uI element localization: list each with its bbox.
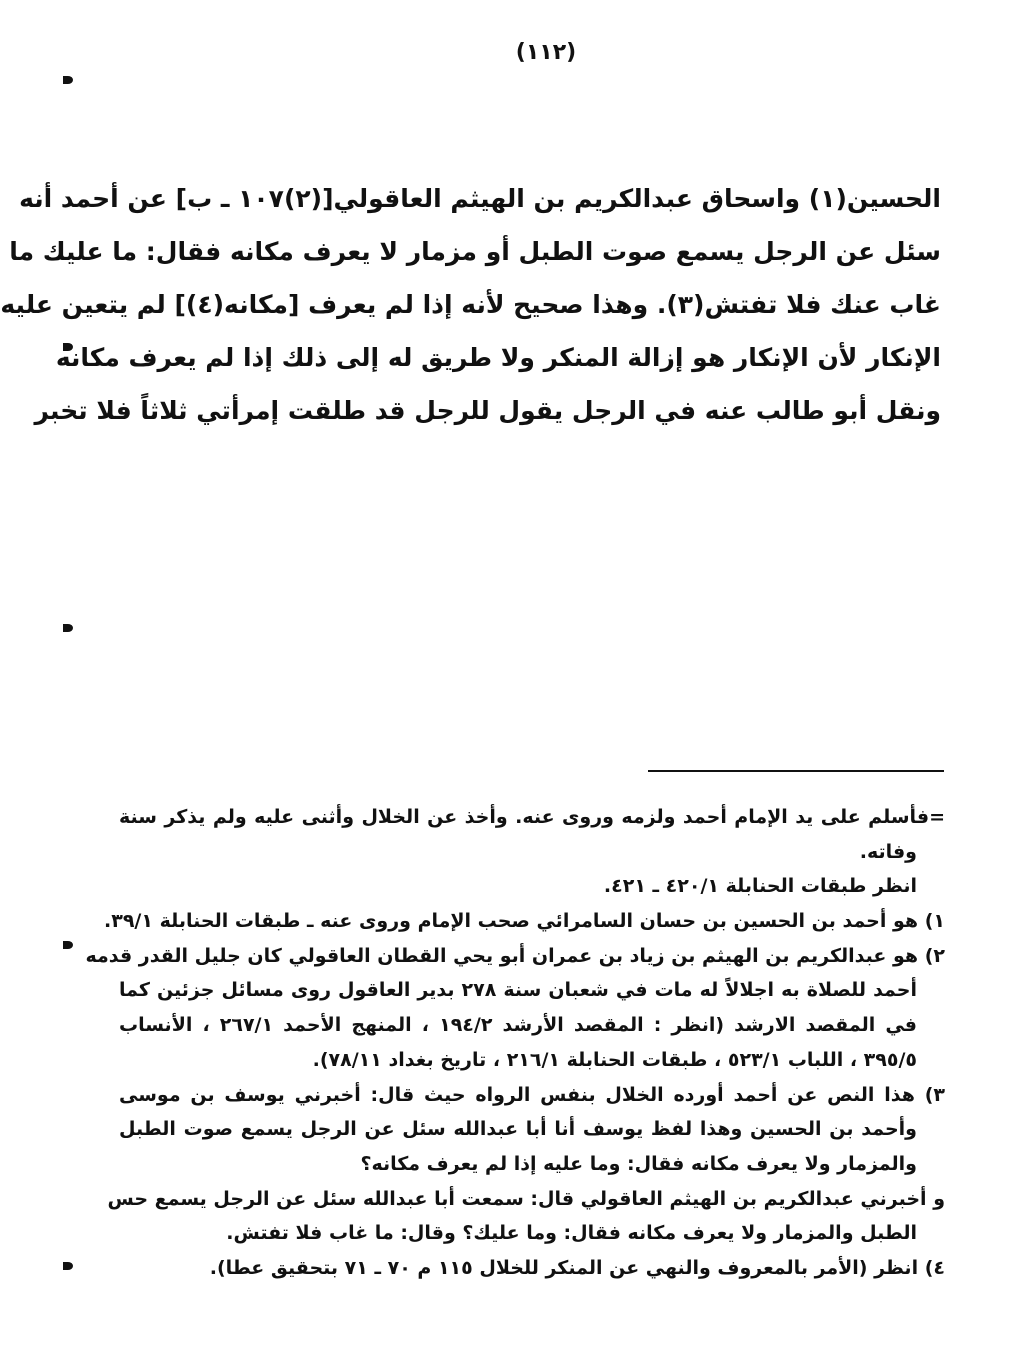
footnote-divider	[648, 770, 944, 772]
footnote-line: وأحمد بن الحسين وهذا لفظ يوسف أنا أبا عبدالله سئل عن الرجل يسمع صوت الطبل	[119, 1118, 917, 1141]
main-text-line: الحسين(١) واسحاق عبدالكريم بن الهيثم العاقولي[(٢)١٠٧ ـ ب] عن أحمد أنه	[19, 184, 941, 213]
footnote-line: أحمد للصلاة به اجلالاً له مات في شعبان سنة ٢٧٨ بدير العاقول روى مسائل جزئين كما	[119, 979, 917, 1002]
main-text-line: ونقل أبو طالب عنه في الرجل يقول للرجل قد طلقت إمرأتي ثلاثاً فلا تخبر	[34, 396, 941, 425]
main-text-line: غاب عنك فلا تفتش(٣). وهذا صحيح لأنه إذا لم يعرف [مكانه(٤)] لم يتعين عليه	[0, 290, 941, 319]
footnote-line: ١) هو أحمد بن الحسين بن حسان السامرائي صحب الإمام وروى عنه ـ طبقات الحنابلة ٣٩/١.	[104, 910, 945, 933]
footnote-line: ٢) هو عبدالكريم بن الهيثم بن زياد بن عمران أبو يحي القطان العاقولي كان جليل القدر قدمه	[85, 944, 945, 967]
page-number: (١١٢)	[515, 40, 577, 65]
main-text-line: الإنكار لأن الإنكار هو إزالة المنكر ولا طريق له إلى ذلك إذا لم يعرف مكانه	[55, 343, 941, 372]
footnote-line: و أخبرني عبدالكريم بن الهيثم العاقولي قال: سمعت أبا عبدالله سئل عن الرجل يسمع حس	[107, 1187, 945, 1210]
scan-mark	[63, 624, 73, 632]
scan-mark	[63, 941, 73, 949]
footnote-line: ٣٩٥/٥ ، اللباب ٥٢٣/١ ، طبقات الحنابلة ٢١٦/١ ، تاريخ بغداد ٧٨/١١).	[312, 1048, 917, 1071]
scan-mark	[63, 76, 73, 84]
footnote-line: انظر طبقات الحنابلة ٤٢٠/١ ـ ٤٢١.	[603, 875, 917, 898]
main-text-line: سئل عن الرجل يسمع صوت الطبل أو مزمار لا يعرف مكانه فقال: ما عليك ما	[9, 237, 941, 266]
footnotes-block	[85, 800, 945, 1286]
footnote-line: الطبل والمزمار ولا يعرف مكانه فقال: وما عليك؟ وقال: ما غاب فلا تفتش.	[226, 1222, 917, 1245]
footnote-line: في المقصد الارشد (انظر : المقصد الأرشد ١٩٤/٢ ، المنهج الأحمد ٢٦٧/١ ، الأنساب	[119, 1014, 917, 1037]
footnote-line: ٣) هذا النص عن أحمد أورده الخلال بنفس الرواه حيث قال: أخبرني يوسف بن موسى	[119, 1083, 945, 1106]
footnote-line: وفاته.	[859, 840, 917, 863]
footnote-line: =فأسلم على يد الإمام أحمد ولزمه وروى عنه. وأخذ عن الخلال وأثنى عليه ولم يذكر سنة	[119, 806, 945, 828]
scan-mark	[63, 1262, 73, 1270]
footnote-line: والمزمار ولا يعرف مكانه فقال: وما عليه إذا لم يعرف مكانه؟	[360, 1152, 917, 1175]
main-text-block	[0, 172, 941, 437]
footnote-line: ٤) انظر (الأمر بالمعروف والنهي عن المنكر للخلال ١١٥ م ٧٠ ـ ٧١ بتحقيق عطا).	[209, 1256, 945, 1279]
